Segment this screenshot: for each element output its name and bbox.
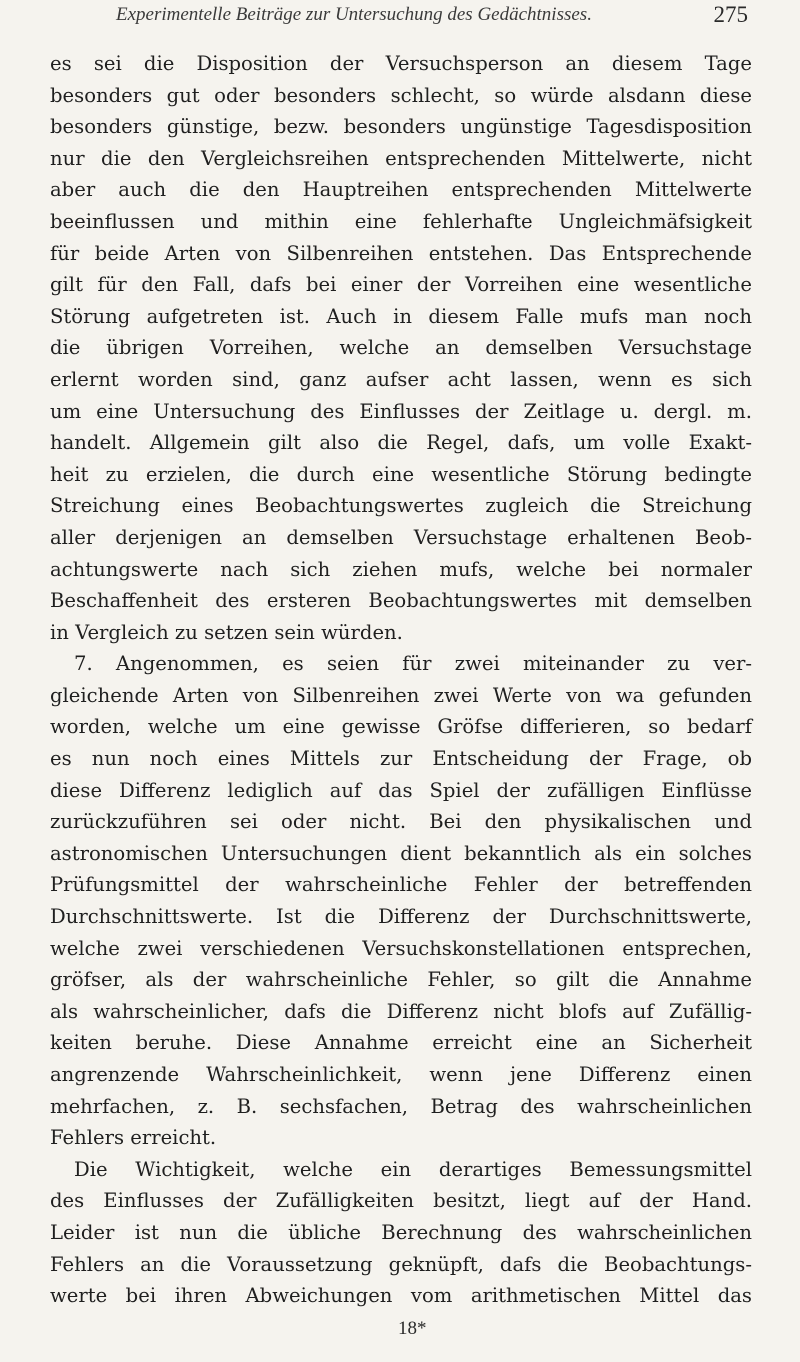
text-line: Streichung eines Beobachtungswertes zugleich die Streichung xyxy=(50,494,752,518)
text-line: besonders günstige, bezw. besonders ungünstige Tagesdisposition xyxy=(50,115,752,139)
text-line: Fehlers an die Voraussetzung geknüpft, dafs die Beobachtungs- xyxy=(50,1252,752,1276)
text-line: angrenzende Wahrscheinlichkeit, wenn jene Differenz einen xyxy=(50,1063,752,1086)
running-title: Experimentelle Beiträge zur Untersuchung des Gedächtnisses. xyxy=(116,4,592,25)
text-line: Beschaffenheit des ersteren Beobachtungswertes mit demselben xyxy=(50,589,752,613)
page-number: 275 xyxy=(713,2,748,27)
text-line: heit zu erzielen, die durch eine wesentliche Störung bedingte xyxy=(50,462,752,486)
text-line: die übrigen Vorreihen, welche an demselben Versuchstage xyxy=(50,336,752,360)
text-line: für beide Arten von Silbenreihen entstehen. Das Entsprechende xyxy=(50,241,752,265)
text-line: handelt. Allgemein gilt also die Regel, dafs, um volle Exakt- xyxy=(50,431,752,455)
text-line: gleichende Arten von Silbenreihen zwei Werte von wa gefunden xyxy=(50,683,752,707)
text-line: aller derjenigen an demselben Versuchstage erhaltenen Beob- xyxy=(50,525,752,549)
text-line: als wahrscheinlicher, dafs die Differenz nicht blofs auf Zufällig- xyxy=(50,999,752,1023)
text-line: Störung aufgetreten ist. Auch in diesem Falle mufs man noch xyxy=(50,304,752,328)
text-line: gilt für den Fall, dafs bei einer der Vorreihen eine wesentliche xyxy=(50,273,752,297)
text-line: welche zwei verschiedenen Versuchskonstellationen entsprechen, xyxy=(50,936,752,960)
text-line: um eine Untersuchung des Einflusses der Zeitlage u. dergl. m. xyxy=(50,399,752,423)
text-line: zurückzuführen sei oder nicht. Bei den physikalischen und xyxy=(50,810,752,834)
signature-mark: 18* xyxy=(398,1318,427,1339)
text-line: Leider ist nun die übliche Berechnung des wahrscheinlichen xyxy=(50,1220,752,1244)
text-line: besonders gut oder besonders schlecht, so würde alsdann diese xyxy=(50,83,752,107)
text-line: aber auch die den Hauptreihen entsprechenden Mittelwerte xyxy=(50,178,752,202)
text-line: mehrfachen, z. B. sechsfachen, Betrag des wahrscheinlichen xyxy=(50,1094,752,1118)
text-line: in Vergleich zu setzen sein würden. xyxy=(50,620,403,644)
text-line: Die Wichtigkeit, welche ein derartiges Bemessungsmittel xyxy=(74,1157,752,1181)
text-line: gröfser, als der wahrscheinliche Fehler, so gilt die Annahme xyxy=(50,968,752,992)
text-line: worden, welche um eine gewisse Gröfse differieren, so bedarf xyxy=(50,715,752,739)
text-line: keiten beruhe. Diese Annahme erreicht eine an Sicherheit xyxy=(50,1031,752,1055)
text-line: nur die den Vergleichsreihen entsprechenden Mittelwerte, nicht xyxy=(50,146,752,170)
text-line: Prüfungsmittel der wahrscheinliche Fehler der betreffenden xyxy=(50,873,752,897)
text-line: beeinflussen und mithin eine fehlerhafte Ungleichmäfsigkeit xyxy=(50,209,752,233)
text-line: Fehlers erreicht. xyxy=(50,1126,217,1150)
text-line: es sei die Disposition der Versuchsperson an diesem Tage xyxy=(50,52,752,75)
text-line: werte bei ihren Abweichungen vom arithmetischen Mittel das xyxy=(50,1284,752,1308)
text-line: diese Differenz lediglich auf das Spiel der zufälligen Einflüsse xyxy=(50,778,752,802)
body-text xyxy=(50,48,752,1312)
text-line: astronomischen Untersuchungen dient bekanntlich als ein solches xyxy=(50,841,752,865)
text-line: es nun noch eines Mittels zur Entscheidung der Frage, ob xyxy=(50,747,752,771)
text-line: Durchschnittswerte. Ist die Differenz der Durchschnittswerte, xyxy=(50,905,752,929)
text-line: erlernt worden sind, ganz aufser acht lassen, wenn es sich xyxy=(50,367,752,391)
text-line: des Einflusses der Zufälligkeiten besitzt, liegt auf der Hand. xyxy=(50,1189,752,1213)
text-line: achtungswerte nach sich ziehen mufs, welche bei normaler xyxy=(50,557,752,581)
text-line: 7. Angenommen, es seien für zwei miteinander zu ver- xyxy=(74,652,752,676)
